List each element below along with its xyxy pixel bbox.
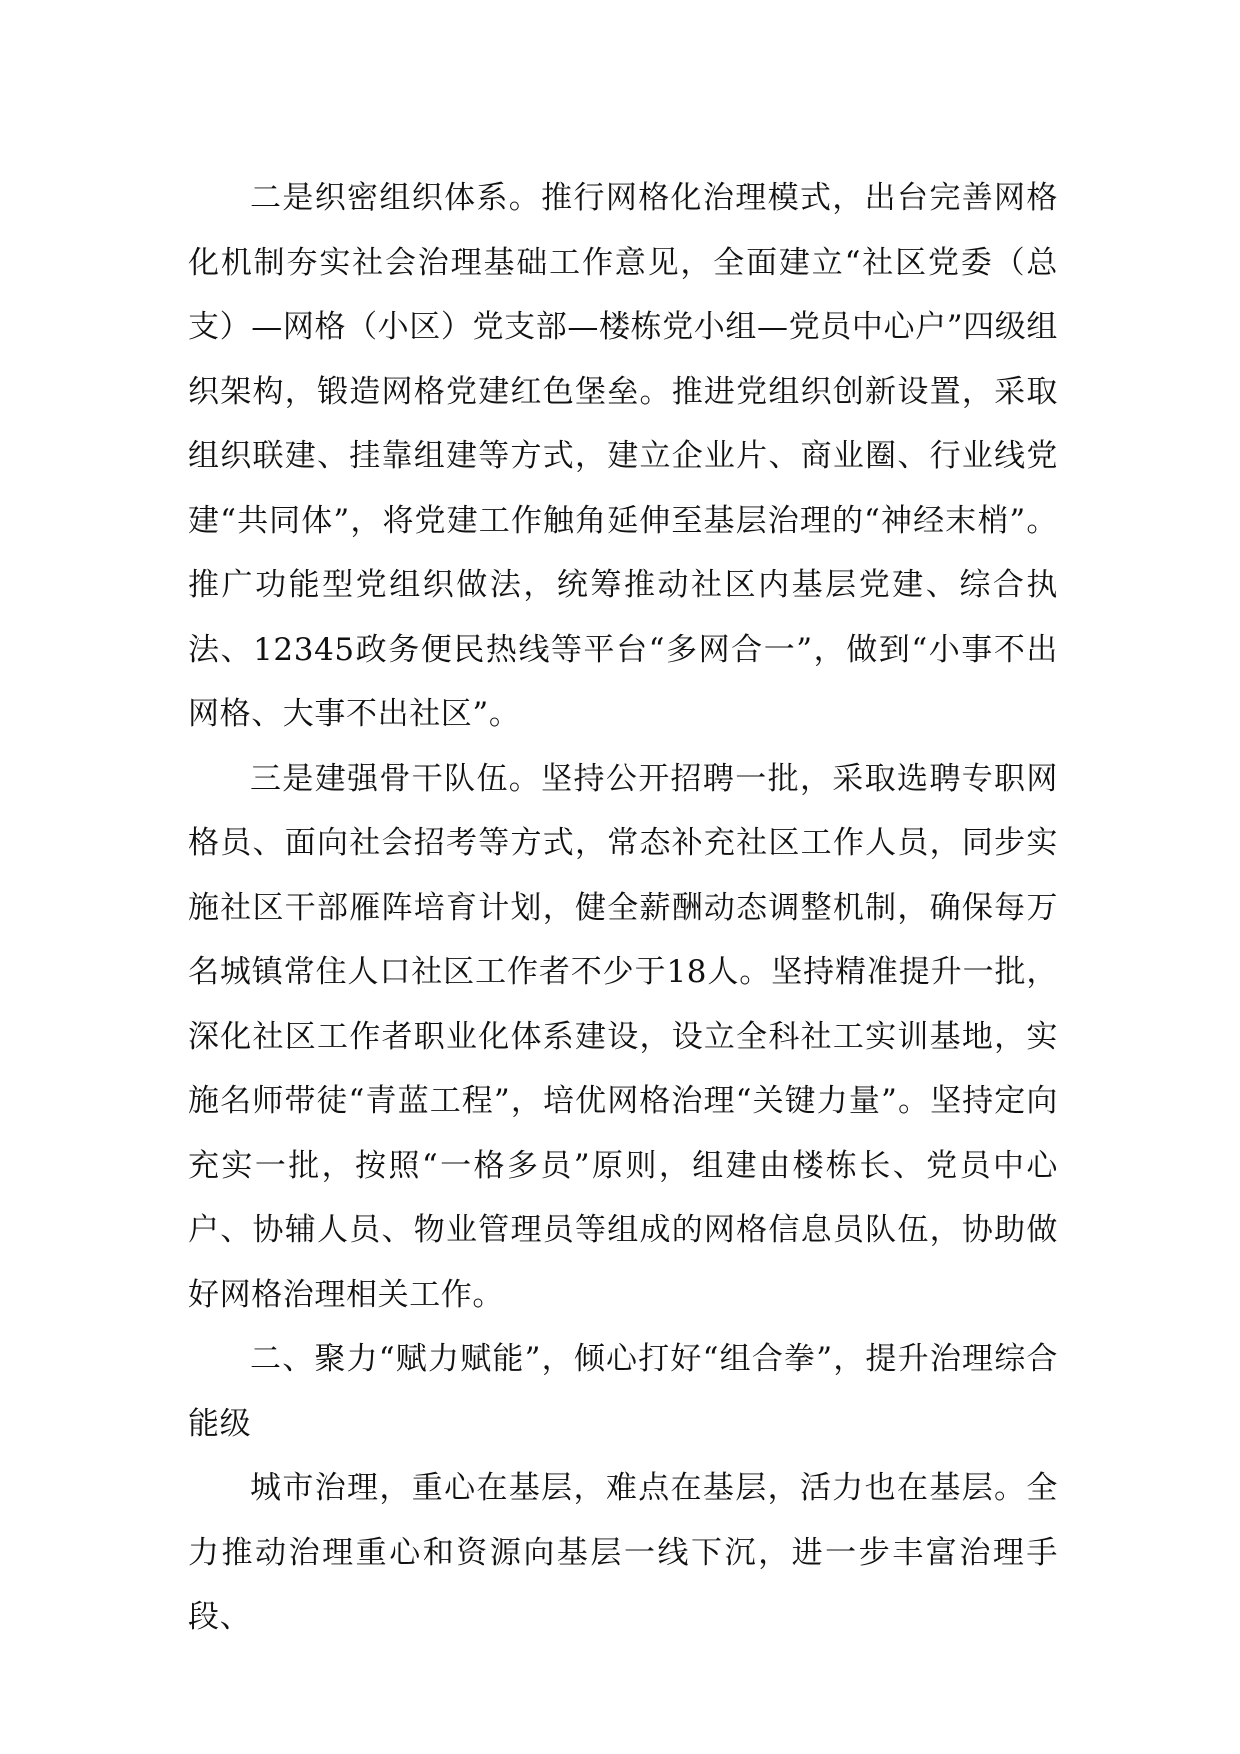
document-body <box>188 166 1058 1650</box>
paragraph-urban-governance: 城市治理，重心在基层，难点在基层，活力也在基层。全力推动治理重心和资源向基层一线下沉，进一步丰富治理手段、 <box>188 1470 1058 1635</box>
paragraph-backbone-team: 三是建强骨干队伍。坚持公开招聘一批，采取选聘专职网格员、面向社会招考等方式，常态补充社区工作人员，同步实施社区干部雁阵培育计划，健全薪酬动态调整机制，确保每万名城镇常住人口社区工作者不少于18人。坚持精准提升一批，深化社区工作者职业化体系建设，设立全科社工实训基地，实施名师带徒“青蓝工程”，培优网格治理“关键力量”。坚持定向充实一批，按照“一格多员”原则，组建由楼栋长、党员中心户、协辅人员、物业管理员等组成的网格信息员队伍，协助做好网格治理相关工作。 <box>188 760 1058 1313</box>
paragraph-organization-system: 二是织密组织体系。推行网格化治理模式，出台完善网格化机制夯实社会治理基础工作意见，全面建立“社区党委（总支）—网格（小区）党支部—楼栋党小组—党员中心户”四级组织架构，锻造网格党建红色堡垒。推进党组织创新设置，采取组织联建、挂靠组建等方式，建立企业片、商业圈、行业线党建“共同体”，将党建工作触角延伸至基层治理的“神经末梢”。推广功能型党组织做法，统筹推动社区内基层党建、综合执法、12345政务便民热线等平台“多网合一”，做到“小事不出网格、大事不出社区”。 <box>188 180 1058 732</box>
section-heading-empowerment: 二、聚力“赋力赋能”，倾心打好“组合拳”，提升治理综合能级 <box>188 1341 1058 1442</box>
